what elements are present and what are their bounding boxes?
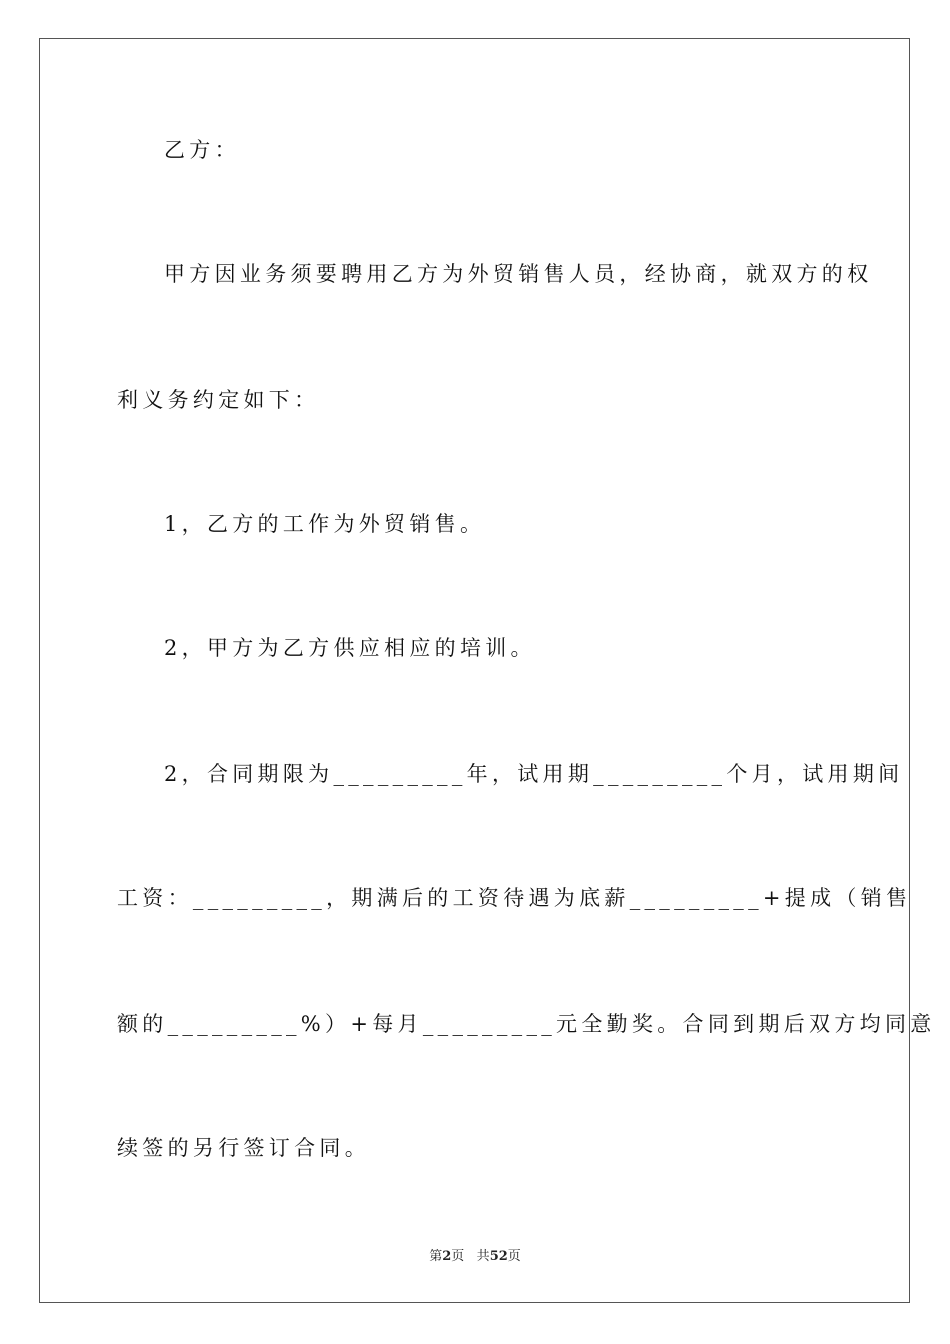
text-line-party-b: 乙方： xyxy=(164,138,240,162)
text-line-clause-1: 1，乙方的工作为外贸销售。 xyxy=(164,512,486,536)
text-line-clause-3-d: 续签的另行签订合同。 xyxy=(117,1136,370,1160)
text-line-intro-2: 利义务约定如下： xyxy=(117,388,320,412)
text-line-intro-1: 甲方因业务须要聘用乙方为外贸销售人员，经协商，就双方的权 xyxy=(164,262,873,286)
text-line-clause-2: 2，甲方为乙方供应相应的培训。 xyxy=(164,636,536,660)
text-line-clause-3-c: 额的_________%）+每月_________元全勤奖。合同到期后双方均同意 xyxy=(117,1012,936,1036)
footer-total-prefix: 共 xyxy=(476,1249,490,1264)
text-line-clause-3-a: 2，合同期限为_________年，试用期_________个月，试用期间 xyxy=(164,762,904,786)
page-footer xyxy=(0,1249,950,1265)
text-line-clause-3-b: 工资：_________，期满后的工资待遇为底薪_________+提成（销售 xyxy=(117,886,912,910)
footer-page-prefix: 第 xyxy=(429,1249,443,1264)
footer-page-suffix: 页 xyxy=(451,1249,465,1264)
footer-total-suffix: 页 xyxy=(507,1249,521,1264)
footer-total-pages: 52 xyxy=(489,1249,508,1264)
footer-page-number: 2 xyxy=(442,1249,452,1264)
page-border xyxy=(39,38,936,1303)
